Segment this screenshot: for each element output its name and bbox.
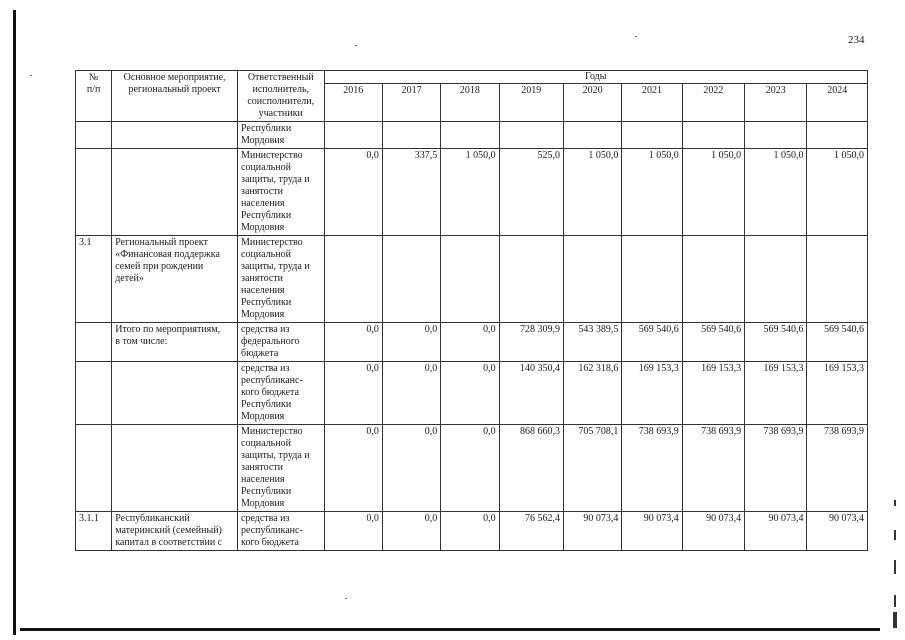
responsible-line: занятости xyxy=(241,273,283,284)
value-2016: 0,0 xyxy=(324,425,382,512)
header-responsible: Ответственный исполнитель, соисполнители, участники xyxy=(238,71,325,122)
scan-bottom-border xyxy=(20,628,880,631)
responsible-line: Мордовия xyxy=(241,222,285,233)
header-event: Основное мероприятие, региональный проект xyxy=(112,71,238,122)
year-2022: 2022 xyxy=(682,84,744,122)
value-2019 xyxy=(499,236,563,323)
value-2017: 0,0 xyxy=(382,512,440,551)
responsible-line: защиты, труда и xyxy=(241,261,310,272)
responsible-line: бюджета xyxy=(241,348,279,359)
event-line: семей при рождении xyxy=(115,261,204,272)
value-2024: 1 050,0 xyxy=(807,149,868,236)
responsible-line: Мордовия xyxy=(241,135,285,146)
value-2021: 169 153,3 xyxy=(622,362,682,425)
value-2021: 738 693,9 xyxy=(622,425,682,512)
value-2020 xyxy=(564,122,622,149)
value-2018: 0,0 xyxy=(441,323,499,362)
year-2018: 2018 xyxy=(441,84,499,122)
row-number xyxy=(76,149,112,236)
row-number xyxy=(76,323,112,362)
responsible-line: республиканс- xyxy=(241,525,303,536)
value-2016 xyxy=(324,236,382,323)
scan-speck xyxy=(30,75,32,76)
value-2017 xyxy=(382,122,440,149)
responsible-line: средства из xyxy=(241,513,290,524)
value-2023: 738 693,9 xyxy=(745,425,807,512)
responsible-line: Министерство xyxy=(241,150,303,161)
scan-left-border xyxy=(13,10,16,635)
responsible-line: защиты, труда и xyxy=(241,450,310,461)
value-2023: 90 073,4 xyxy=(745,512,807,551)
value-2020 xyxy=(564,236,622,323)
value-2024 xyxy=(807,122,868,149)
value-2021: 569 540,6 xyxy=(622,323,682,362)
responsible-line: кого бюджета xyxy=(241,387,299,398)
responsible-line: Мордовия xyxy=(241,309,285,320)
value-2018 xyxy=(441,236,499,323)
value-2023: 169 153,3 xyxy=(745,362,807,425)
row-number xyxy=(76,425,112,512)
responsible-line: средства из xyxy=(241,324,290,335)
responsible-line: Мордовия xyxy=(241,498,285,509)
row-event xyxy=(112,362,238,425)
year-2019: 2019 xyxy=(499,84,563,122)
value-2020: 1 050,0 xyxy=(564,149,622,236)
value-2022: 1 050,0 xyxy=(682,149,744,236)
responsible-line: Республики xyxy=(241,123,292,134)
event-line: материнский (семейный) xyxy=(115,525,222,536)
value-2018 xyxy=(441,122,499,149)
table-row xyxy=(76,323,868,362)
value-2020: 705 708,1 xyxy=(564,425,622,512)
scan-speck xyxy=(355,45,357,46)
year-2023: 2023 xyxy=(745,84,807,122)
row-responsible xyxy=(238,149,325,236)
row-responsible xyxy=(238,512,325,551)
value-2024: 738 693,9 xyxy=(807,425,868,512)
table-row xyxy=(76,512,868,551)
responsible-line: Министерство xyxy=(241,237,303,248)
row-event xyxy=(112,323,238,362)
value-2018: 1 050,0 xyxy=(441,149,499,236)
responsible-line: занятости xyxy=(241,462,283,473)
row-responsible xyxy=(238,323,325,362)
value-2024: 169 153,3 xyxy=(807,362,868,425)
value-2017: 0,0 xyxy=(382,425,440,512)
table-row xyxy=(76,236,868,323)
value-2021 xyxy=(622,122,682,149)
value-2022: 169 153,3 xyxy=(682,362,744,425)
value-2020: 162 318,6 xyxy=(564,362,622,425)
value-2021 xyxy=(622,236,682,323)
year-2016: 2016 xyxy=(324,84,382,122)
scan-speck xyxy=(635,36,637,37)
year-2020: 2020 xyxy=(564,84,622,122)
value-2022: 738 693,9 xyxy=(682,425,744,512)
value-2021: 90 073,4 xyxy=(622,512,682,551)
responsible-line: средства из xyxy=(241,363,290,374)
value-2023: 1 050,0 xyxy=(745,149,807,236)
value-2023 xyxy=(745,236,807,323)
table-row xyxy=(76,362,868,425)
value-2019: 728 309,9 xyxy=(499,323,563,362)
responsible-line: Республики xyxy=(241,210,292,221)
responsible-line: населения xyxy=(241,474,285,485)
responsible-line: кого бюджета xyxy=(241,537,299,548)
value-2017: 0,0 xyxy=(382,362,440,425)
event-line: Республиканский xyxy=(115,513,190,524)
table-row xyxy=(76,122,868,149)
responsible-line: федерального xyxy=(241,336,300,347)
value-2019: 868 660,3 xyxy=(499,425,563,512)
row-responsible xyxy=(238,362,325,425)
value-2018: 0,0 xyxy=(441,512,499,551)
row-number: 3.1.1 xyxy=(76,512,112,551)
row-event xyxy=(112,512,238,551)
value-2020: 90 073,4 xyxy=(564,512,622,551)
row-event xyxy=(112,149,238,236)
value-2019: 525,0 xyxy=(499,149,563,236)
value-2016: 0,0 xyxy=(324,512,382,551)
value-2019: 76 562,4 xyxy=(499,512,563,551)
responsible-line: Республики xyxy=(241,399,292,410)
value-2017: 0,0 xyxy=(382,323,440,362)
responsible-line: социальной xyxy=(241,438,291,449)
value-2018: 0,0 xyxy=(441,425,499,512)
row-number xyxy=(76,362,112,425)
responsible-line: занятости xyxy=(241,186,283,197)
value-2022 xyxy=(682,236,744,323)
scan-edge-marks xyxy=(892,500,898,630)
table-row xyxy=(76,149,868,236)
header-num: № п/п xyxy=(76,71,112,122)
row-event xyxy=(112,236,238,323)
responsible-line: защиты, труда и xyxy=(241,174,310,185)
event-line: детей» xyxy=(115,273,144,284)
year-2017: 2017 xyxy=(382,84,440,122)
value-2023: 569 540,6 xyxy=(745,323,807,362)
row-number xyxy=(76,122,112,149)
value-2024: 90 073,4 xyxy=(807,512,868,551)
value-2022 xyxy=(682,122,744,149)
value-2016: 0,0 xyxy=(324,149,382,236)
header-row xyxy=(76,71,868,84)
value-2019: 140 350,4 xyxy=(499,362,563,425)
value-2017 xyxy=(382,236,440,323)
value-2021: 1 050,0 xyxy=(622,149,682,236)
event-line: Итого по мероприятиям, xyxy=(115,324,221,335)
value-2019 xyxy=(499,122,563,149)
row-responsible xyxy=(238,236,325,323)
value-2016: 0,0 xyxy=(324,362,382,425)
row-responsible xyxy=(238,425,325,512)
page-number: 234 xyxy=(848,34,865,46)
responsible-line: республиканс- xyxy=(241,375,303,386)
row-event xyxy=(112,122,238,149)
value-2022: 90 073,4 xyxy=(682,512,744,551)
scan-speck xyxy=(345,598,347,599)
responsible-line: населения xyxy=(241,198,285,209)
event-line: в том числе: xyxy=(115,336,168,347)
value-2023 xyxy=(745,122,807,149)
event-line: Региональный проект xyxy=(115,237,208,248)
responsible-line: Министерство xyxy=(241,426,303,437)
budget-table xyxy=(75,70,868,551)
responsible-line: социальной xyxy=(241,249,291,260)
year-2024: 2024 xyxy=(807,84,868,122)
row-number: 3.1 xyxy=(76,236,112,323)
value-2024 xyxy=(807,236,868,323)
value-2018: 0,0 xyxy=(441,362,499,425)
value-2020: 543 389,5 xyxy=(564,323,622,362)
value-2016: 0,0 xyxy=(324,323,382,362)
event-line: «Финансовая поддержка xyxy=(115,249,220,260)
value-2017: 337,5 xyxy=(382,149,440,236)
responsible-line: социальной xyxy=(241,162,291,173)
responsible-line: Мордовия xyxy=(241,411,285,422)
table-row xyxy=(76,425,868,512)
value-2022: 569 540,6 xyxy=(682,323,744,362)
responsible-line: Республики xyxy=(241,486,292,497)
value-2016 xyxy=(324,122,382,149)
row-responsible xyxy=(238,122,325,149)
header-years: Годы xyxy=(324,71,867,84)
responsible-line: населения xyxy=(241,285,285,296)
value-2024: 569 540,6 xyxy=(807,323,868,362)
year-2021: 2021 xyxy=(622,84,682,122)
event-line: капитал в соответствии с xyxy=(115,537,223,548)
row-event xyxy=(112,425,238,512)
responsible-line: Республики xyxy=(241,297,292,308)
